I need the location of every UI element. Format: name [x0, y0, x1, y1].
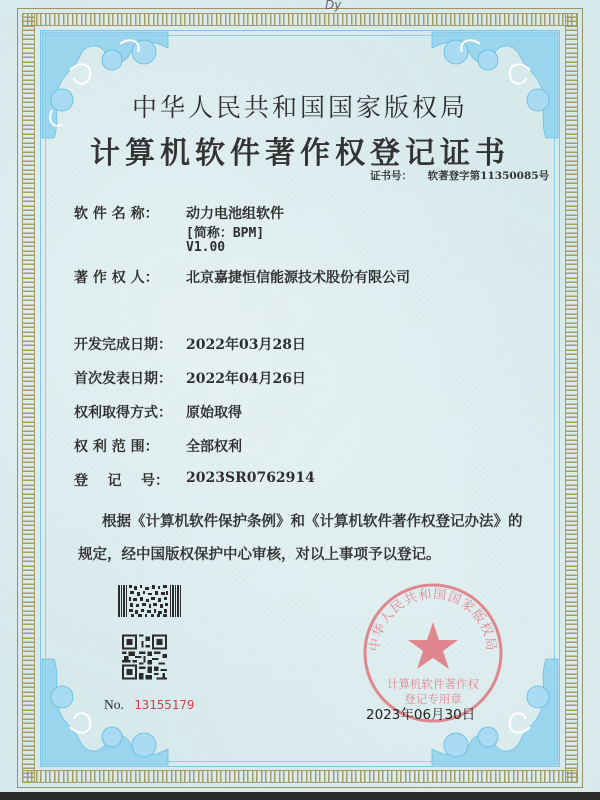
field-software-name — [74, 203, 284, 223]
field-copyright-owner — [74, 267, 410, 287]
field-label: 著 作 权 人： — [74, 270, 159, 286]
field-rights-acquisition — [74, 402, 242, 422]
serial-number-label: No. — [104, 697, 124, 712]
serial-number — [104, 697, 194, 713]
field-value: 2022年03月28日 — [186, 337, 306, 353]
certificate-number-label: 证书号： — [370, 170, 412, 182]
greek-key-border-top — [22, 13, 578, 26]
field-label: 首次发表日期： — [74, 371, 172, 387]
field-label: 软 件 名 称： — [74, 206, 159, 222]
field-first-publication-date — [74, 368, 306, 388]
certificate-title: 计算机软件著作权登记证书 — [90, 136, 510, 171]
field-label: 权 利 范 围： — [74, 439, 159, 455]
field-label: 开发完成日期： — [74, 337, 172, 353]
field-value: 2022年04月26日 — [186, 371, 306, 387]
svg-text:中华人民共和国国家版权局: 中华人民共和国国家版权局 — [367, 586, 499, 653]
field-label: 登 记 号： — [74, 473, 169, 489]
handwritten-annotation: Dy — [325, 0, 342, 12]
statement-line-2: 规定，经中国版权保护中心审核，对以上事项予以登记。 — [78, 546, 441, 563]
field-value: 北京嘉捷恒信能源技术股份有限公司 — [186, 270, 410, 286]
issuer-name: 中华人民共和国国家版权局 — [131, 93, 468, 122]
serial-number-value: 13155179 — [134, 697, 195, 712]
field-value: 原始取得 — [186, 405, 242, 421]
certificate-number-value: 软著登字第11350085号 — [427, 170, 550, 182]
field-value: 2023SR0762914 — [186, 470, 315, 486]
field-rights-scope — [74, 436, 242, 456]
greek-key-border-bottom — [22, 770, 578, 783]
field-value: 全部权利 — [186, 439, 242, 455]
statement-line-1: 根据《计算机软件保护条例》和《计算机软件著作权登记办法》的 — [102, 513, 523, 530]
field-value: 动力电池组软件 — [186, 206, 284, 222]
software-version: V1.00 — [186, 240, 226, 255]
field-completion-date — [74, 334, 306, 354]
field-registration-number — [74, 470, 315, 490]
qr-code-icon — [122, 634, 167, 680]
software-short-name: [简称：BPM] — [186, 226, 265, 241]
scan-edge-strip — [0, 792, 600, 800]
field-label: 权利取得方式： — [74, 405, 172, 421]
svg-text:计算机软件著作权: 计算机软件著作权 — [387, 677, 479, 691]
issue-date: 2023年06月30日 — [366, 707, 476, 723]
svg-text:登记专用章: 登记专用章 — [404, 692, 462, 706]
certificate-number — [370, 168, 549, 183]
barcode-icon — [118, 585, 181, 617]
